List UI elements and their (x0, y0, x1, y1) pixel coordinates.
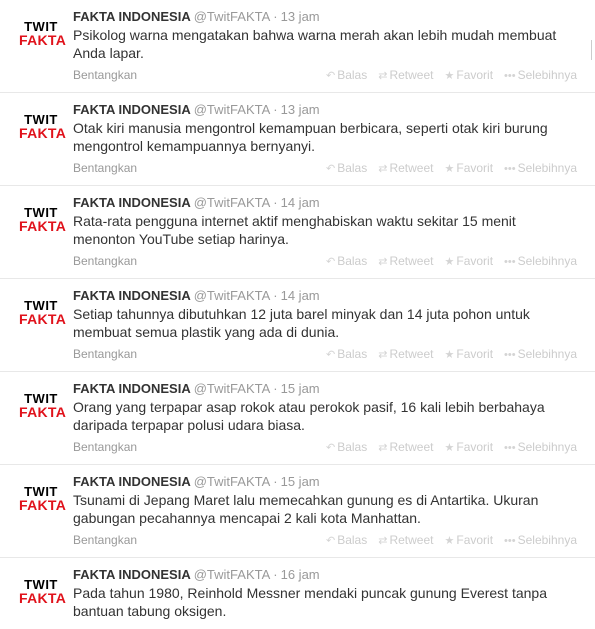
expand-link[interactable]: Bentangkan (73, 68, 138, 82)
reply-button[interactable] (326, 161, 367, 175)
favorite-label: Favorit (456, 347, 494, 361)
favorite-label: Favorit (456, 440, 494, 454)
more-button[interactable] (504, 347, 577, 361)
tweet-text: Tsunami di Jepang Maret lalu memecahkan gunung es di Antartika. Ukuran gabungan pecahannya mencapai 2 kali kota Manhattan. (73, 492, 539, 526)
separator-dot: · (273, 381, 278, 396)
avatar-logo-top: TWIT (24, 298, 58, 313)
account-name[interactable]: FAKTA INDONESIA (73, 195, 191, 210)
separator-dot: · (273, 288, 278, 303)
retweet-icon: ⇄ (378, 163, 388, 175)
account-handle[interactable]: @TwitFAKTA (193, 474, 271, 489)
retweet-icon: ⇄ (378, 70, 388, 82)
account-handle[interactable]: @TwitFAKTA (193, 102, 271, 117)
star-icon: ★ (444, 535, 455, 547)
star-icon: ★ (444, 256, 455, 268)
reply-label: Balas (337, 161, 368, 175)
reply-label: Balas (337, 533, 368, 547)
favorite-button[interactable] (444, 254, 493, 268)
more-label: Selebihnya (517, 161, 577, 175)
avatar-logo-top: TWIT (24, 577, 58, 592)
avatar-logo-top: TWIT (24, 484, 58, 499)
retweet-label: Retweet (389, 440, 434, 454)
favorite-label: Favorit (456, 254, 494, 268)
avatar[interactable] (19, 112, 67, 141)
account-name[interactable]: FAKTA INDONESIA (73, 567, 191, 582)
tweet-text: Orang yang terpapar asap rokok atau perokok pasif, 16 kali lebih berbahaya daripada terpapar polusi udara biasa. (73, 399, 545, 433)
reply-icon: ↶ (325, 163, 336, 175)
retweet-icon: ⇄ (378, 442, 388, 454)
tweet-header (73, 195, 320, 211)
reply-label: Balas (337, 347, 368, 361)
more-button[interactable] (504, 161, 577, 175)
more-label: Selebihnya (517, 533, 577, 547)
favorite-button[interactable] (444, 533, 493, 547)
retweet-button[interactable] (378, 68, 433, 82)
tweet-item[interactable] (0, 465, 595, 558)
retweet-button[interactable] (378, 161, 433, 175)
avatar-logo-bottom: FAKTA (19, 497, 67, 513)
avatar-logo-bottom: FAKTA (19, 218, 67, 234)
more-dots-icon: ••• (504, 163, 516, 175)
tweet-text: Otak kiri manusia mengontrol kemampuan berbicara, seperti otak kiri burung mengontrol kemampuannya bernyanyi. (73, 120, 548, 154)
tweet-item[interactable] (0, 372, 595, 465)
expand-link[interactable]: Bentangkan (73, 347, 138, 361)
retweet-button[interactable] (378, 254, 433, 268)
tweet-actions (315, 440, 577, 454)
separator-dot: · (273, 9, 278, 24)
more-dots-icon: ••• (504, 70, 516, 82)
reply-icon: ↶ (325, 70, 336, 82)
more-label: Selebihnya (517, 68, 577, 82)
tweet-item[interactable] (0, 0, 595, 93)
retweet-label: Retweet (389, 347, 434, 361)
tweet-header (73, 288, 320, 304)
favorite-button[interactable] (444, 347, 493, 361)
more-dots-icon: ••• (504, 349, 516, 361)
account-handle[interactable]: @TwitFAKTA (193, 567, 271, 582)
favorite-button[interactable] (444, 161, 493, 175)
retweet-label: Retweet (389, 161, 434, 175)
avatar-logo-top: TWIT (24, 112, 58, 127)
avatar[interactable] (19, 298, 67, 327)
retweet-icon: ⇄ (378, 535, 388, 547)
account-name[interactable]: FAKTA INDONESIA (73, 288, 191, 303)
account-name[interactable]: FAKTA INDONESIA (73, 474, 191, 489)
more-label: Selebihnya (517, 254, 577, 268)
favorite-button[interactable] (444, 440, 493, 454)
reply-icon: ↶ (325, 535, 336, 547)
tweet-actions (315, 533, 577, 547)
tweet-actions (315, 254, 577, 268)
retweet-button[interactable] (378, 347, 433, 361)
more-button[interactable] (504, 68, 577, 82)
more-label: Selebihnya (517, 347, 577, 361)
tweet-actions (315, 161, 577, 175)
tweet-time[interactable]: 13 jam (280, 9, 320, 24)
more-button[interactable] (504, 254, 577, 268)
tweet-actions (315, 68, 577, 82)
retweet-label: Retweet (389, 533, 434, 547)
reply-button[interactable] (326, 68, 367, 82)
account-handle[interactable]: @TwitFAKTA (193, 288, 271, 303)
expand-link[interactable]: Bentangkan (73, 161, 138, 175)
tweet-time[interactable]: 14 jam (280, 288, 320, 303)
tweet-header (73, 567, 320, 583)
retweet-icon: ⇄ (378, 349, 388, 361)
reply-label: Balas (337, 440, 368, 454)
tweet-text: Pada tahun 1980, Reinhold Messner mendaki puncak gunung Everest tanpa bantuan tabung oksigen. (73, 585, 547, 619)
avatar-logo-bottom: FAKTA (19, 125, 67, 141)
favorite-label: Favorit (456, 68, 494, 82)
more-label: Selebihnya (517, 440, 577, 454)
avatar-logo-bottom: FAKTA (19, 590, 67, 606)
reply-label: Balas (337, 254, 368, 268)
tweet-header (73, 474, 320, 490)
reply-button[interactable] (326, 347, 367, 361)
reply-label: Balas (337, 68, 368, 82)
account-handle[interactable]: @TwitFAKTA (193, 381, 271, 396)
reply-button[interactable] (326, 440, 367, 454)
expand-link[interactable]: Bentangkan (73, 533, 138, 547)
avatar[interactable] (19, 19, 67, 48)
retweet-label: Retweet (389, 254, 434, 268)
tweet-item[interactable] (0, 93, 595, 186)
account-name[interactable]: FAKTA INDONESIA (73, 381, 191, 396)
avatar-logo-bottom: FAKTA (19, 404, 67, 420)
avatar-logo-top: TWIT (24, 19, 58, 34)
avatar-logo-top: TWIT (24, 391, 58, 406)
account-name[interactable]: FAKTA INDONESIA (73, 9, 191, 24)
avatar-logo-bottom: FAKTA (19, 311, 67, 327)
reply-icon: ↶ (325, 349, 336, 361)
tweet-header (73, 381, 320, 397)
retweet-label: Retweet (389, 68, 434, 82)
reply-icon: ↶ (325, 442, 336, 454)
tweet-text: Psikolog warna mengatakan bahwa warna merah akan lebih mudah membuat Anda lapar. (73, 27, 557, 61)
more-dots-icon: ••• (504, 256, 516, 268)
star-icon: ★ (444, 70, 455, 82)
avatar-logo-bottom: FAKTA (19, 32, 67, 48)
tweet-text: Rata-rata pengguna internet aktif menghabiskan waktu sekitar 15 menit menonton YouTube setiap harinya. (73, 213, 516, 247)
avatar[interactable] (19, 577, 67, 606)
avatar-logo-top: TWIT (24, 205, 58, 220)
tweet-time[interactable]: 14 jam (280, 195, 320, 210)
tweet-header (73, 9, 320, 25)
account-name[interactable]: FAKTA INDONESIA (73, 102, 191, 117)
tweet-text: Setiap tahunnya dibutuhkan 12 juta barel minyak dan 14 juta pohon untuk membuat semua plastik yang ada di dunia. (73, 306, 530, 340)
reply-icon: ↶ (325, 256, 336, 268)
more-dots-icon: ••• (504, 535, 516, 547)
favorite-label: Favorit (456, 533, 494, 547)
separator-dot: · (273, 474, 278, 489)
tweet-header (73, 102, 320, 118)
tweet-time[interactable]: 15 jam (280, 381, 320, 396)
reply-button[interactable] (326, 533, 367, 547)
account-handle[interactable]: @TwitFAKTA (193, 9, 271, 24)
avatar[interactable] (19, 205, 67, 234)
more-button[interactable] (504, 533, 577, 547)
expand-link[interactable]: Bentangkan (73, 440, 138, 454)
tweet-time[interactable]: 16 jam (280, 567, 320, 582)
tweet-item[interactable] (0, 279, 595, 372)
tweet-time[interactable]: 15 jam (280, 474, 320, 489)
retweet-icon: ⇄ (378, 256, 388, 268)
tweet-actions (315, 347, 577, 361)
star-icon: ★ (444, 163, 455, 175)
tweet-time[interactable]: 13 jam (280, 102, 320, 117)
separator-dot: · (273, 567, 278, 582)
account-handle[interactable]: @TwitFAKTA (193, 195, 271, 210)
more-button[interactable] (504, 440, 577, 454)
tweet-item[interactable] (0, 186, 595, 279)
separator-dot: · (273, 102, 278, 117)
star-icon: ★ (444, 442, 455, 454)
favorite-button[interactable] (444, 68, 493, 82)
separator-dot: · (273, 195, 278, 210)
tweet-item[interactable] (0, 558, 595, 629)
reply-button[interactable] (326, 254, 367, 268)
more-dots-icon: ••• (504, 442, 516, 454)
avatar[interactable] (19, 391, 67, 420)
retweet-button[interactable] (378, 440, 433, 454)
avatar[interactable] (19, 484, 67, 513)
retweet-button[interactable] (378, 533, 433, 547)
expand-link[interactable]: Bentangkan (73, 254, 138, 268)
favorite-label: Favorit (456, 161, 494, 175)
star-icon: ★ (444, 349, 455, 361)
